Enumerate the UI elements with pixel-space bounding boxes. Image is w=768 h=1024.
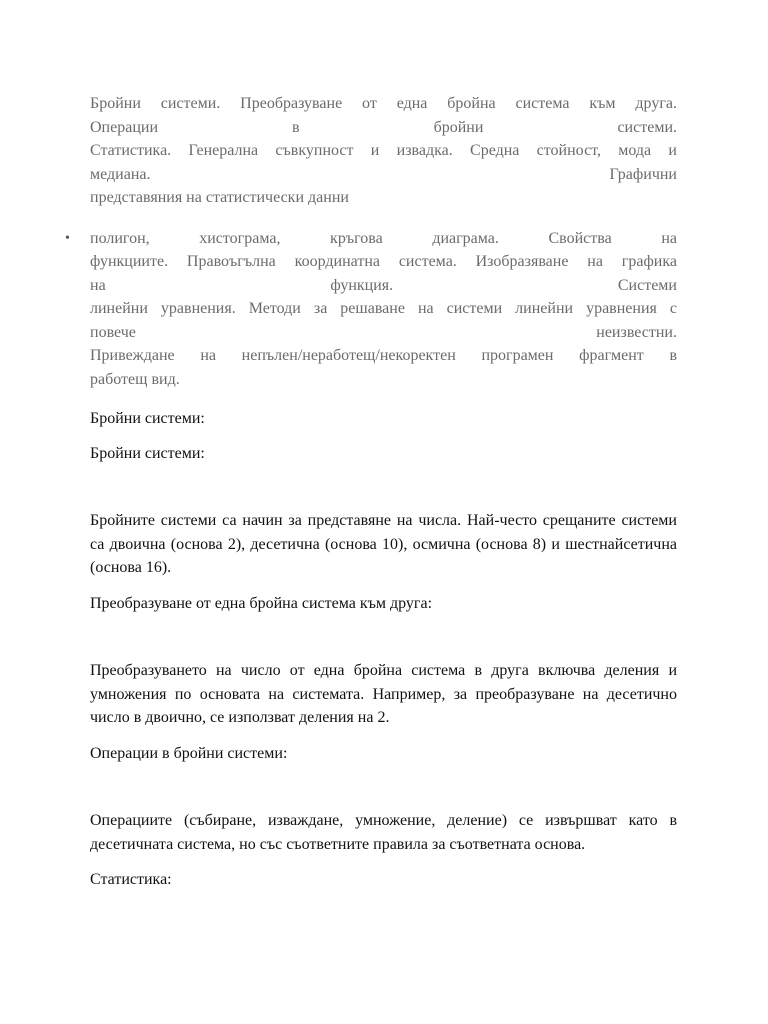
document-page — [65, 92, 677, 892]
intro-line: Статистика. Генерална съвкупност и извадка. Средна стойност, мода и — [90, 142, 677, 159]
intro-syllabus — [90, 92, 677, 210]
bullet-line: Привеждане на непълен/неработещ/некоректен програмен фрагмент в — [90, 347, 677, 364]
bullet-line: функциите. Правоъгълна координатна система. Изобразяване на графика — [90, 253, 677, 270]
intro-line: представяния на статистически данни — [90, 189, 349, 206]
bullet-icon: • — [65, 230, 70, 246]
section-heading: Бройни системи: — [90, 444, 205, 462]
bullet-line: полигон, хистограма, кръгова диаграма. Свойства на — [90, 229, 677, 247]
document-body — [90, 407, 677, 892]
section-heading: Преобразуване от една бройна система към друга: — [90, 594, 433, 612]
bullet-line: линейни уравнения. Методи за решаване на системи линейни уравнения с — [90, 300, 677, 317]
section-heading: Бройни системи: — [90, 410, 205, 427]
bullet-line: на функция. Системи — [90, 276, 677, 294]
bullet-line: работещ вид. — [90, 370, 180, 388]
section-heading: Статистика: — [90, 871, 172, 888]
bullet-line: повече неизвестни. — [90, 323, 677, 341]
intro-line: Бройни системи. Преобразуване от една бройна система към друга. — [90, 95, 677, 112]
intro-line: медиана. Графични — [90, 165, 677, 183]
section-heading: Операции в бройни системи: — [90, 744, 288, 762]
paragraph: Бройните системи са начин за представяне на числа. Най-често срещаните системи са двоична (основа 2), десетична (основа 10), осмична (основа 8) и шестнайсетична (основа 16). — [90, 512, 677, 576]
syllabus-bullet-item — [65, 227, 677, 392]
intro-line: Операции в бройни системи. — [90, 118, 677, 136]
paragraph: Операциите (събиране, изваждане, умножение, деление) се извършват като в десетичната система, но със съответните правила за съответната основа. — [90, 812, 677, 853]
paragraph: Преобразуването на число от една бройна система в друга включва деления и умножения по основата на системата. Например, за преобразуване на десетично число в двоично, се използват деления на 2. — [90, 662, 677, 726]
